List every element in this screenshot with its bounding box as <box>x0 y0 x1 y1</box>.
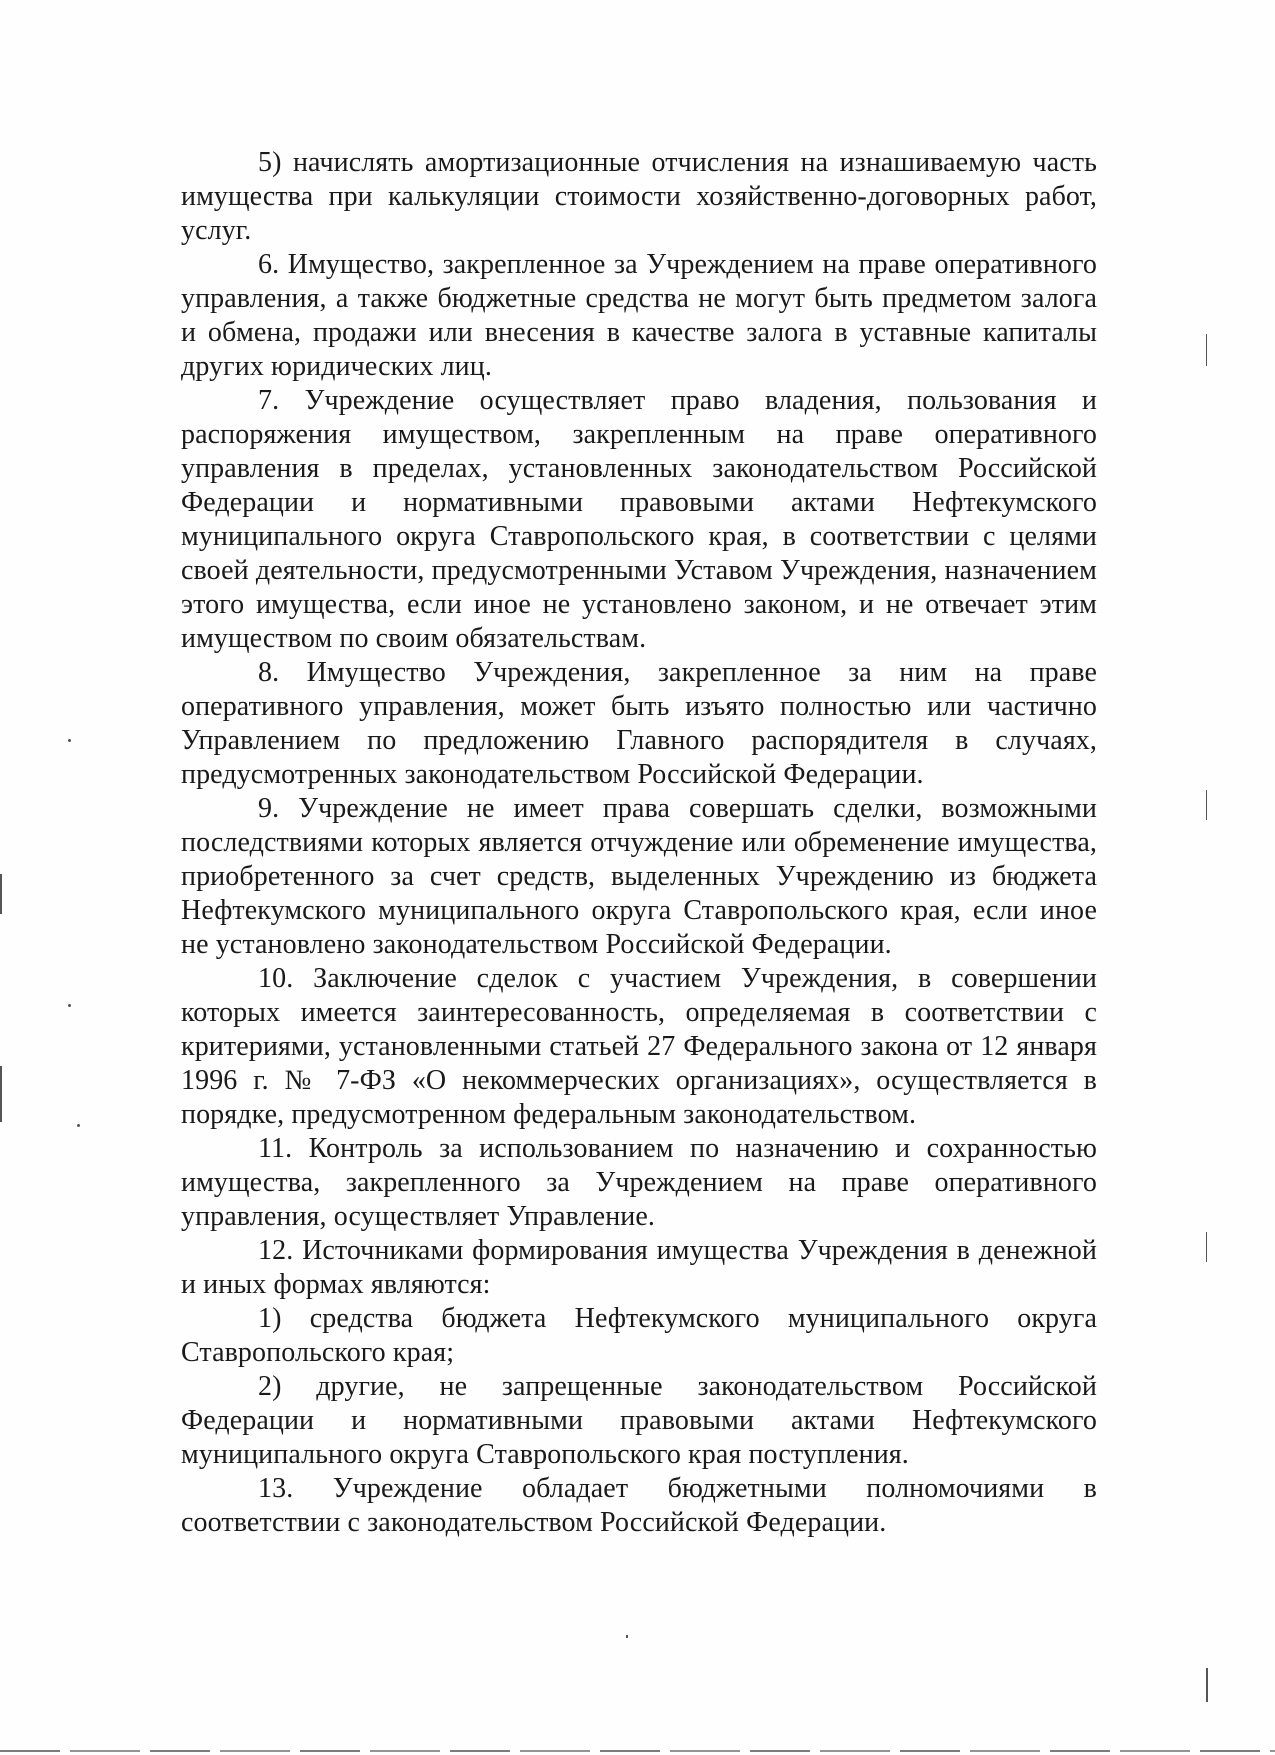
paragraph-10: 10. Заключение сделок с участием Учреждения, в совершении которых имеется заинтересованность, определяемая в соответствии с критериями, установленными статьей 27 Федерального закона от 12 января 1996 г. № 7-ФЗ «О некоммерческих организациях», осуществляется в порядке, предусмотренном федеральным законодательством. <box>181 963 1097 1130</box>
scan-mark-right-3 <box>1206 1232 1207 1262</box>
scan-dot-3 <box>77 1124 80 1127</box>
scan-dot-2 <box>68 1004 71 1007</box>
scan-dot-1 <box>68 739 71 742</box>
scan-bottom-edge <box>0 1750 1275 1752</box>
paragraph-12: 12. Источниками формирования имущества Учреждения в денежной и иных формах являются: <box>181 1235 1097 1300</box>
paragraph-12-item-2: 2) другие, не запрещенные законодательством Российской Федерации и нормативными правовыми актами Нефтекумского муниципального округа Ставропольского края поступления. <box>181 1371 1097 1470</box>
scan-mark-left-2 <box>0 1066 2 1122</box>
scan-mark-right-4 <box>1206 1668 1208 1702</box>
scan-mark-left-1 <box>0 874 2 914</box>
scan-mark-right-2 <box>1206 790 1207 820</box>
paragraph-item-5: 5) начислять амортизационные отчисления на изнашиваемую часть имущества при калькуляции стоимости хозяйственно-договорных работ, услуг. <box>181 147 1097 246</box>
paragraph-6: 6. Имущество, закрепленное за Учреждением на праве оперативного управления, а также бюджетные средства не могут быть предметом залога и обмена, продажи или внесения в качестве залога в уставные капиталы других юридических лиц. <box>181 249 1097 382</box>
paragraph-9: 9. Учреждение не имеет права совершать сделки, возможными последствиями которых является отчуждение или обременение имущества, приобретенного за счет средств, выделенных Учреждению из бюджета Нефтекумского муниципального округа Ставропольского края, если иное не установлено законодательством Российской Федерации. <box>181 793 1097 960</box>
scan-mark-right-1 <box>1206 334 1207 366</box>
paragraph-8: 8. Имущество Учреждения, закрепленное за ним на праве оперативного управления, может быть изъято полностью или частично Управлением по предложению Главного распорядителя в случаях, предусмотренных законодательством Российской Федерации. <box>181 657 1097 790</box>
paragraph-12-item-1: 1) средства бюджета Нефтекумского муниципального округа Ставропольского края; <box>181 1303 1097 1368</box>
document-body <box>181 146 1097 1540</box>
scan-dot-4 <box>626 1635 628 1638</box>
paragraph-11: 11. Контроль за использованием по назначению и сохранностью имущества, закрепленного за Учреждением на праве оперативного управления, осуществляет Управление. <box>181 1133 1097 1232</box>
paragraph-13: 13. Учреждение обладает бюджетными полномочиями в соответствии с законодательством Российской Федерации. <box>181 1473 1097 1538</box>
paragraph-7: 7. Учреждение осуществляет право владения, пользования и распоряжения имуществом, закрепленным на праве оперативного управления в пределах, установленных законодательством Российской Федерации и нормативными правовыми актами Нефтекумского муниципального округа Ставропольского края, в соответствии с целями своей деятельности, предусмотренными Уставом Учреждения, назначением этого имущества, если иное не установлено законом, и не отвечает этим имуществом по своим обязательствам. <box>181 385 1097 654</box>
